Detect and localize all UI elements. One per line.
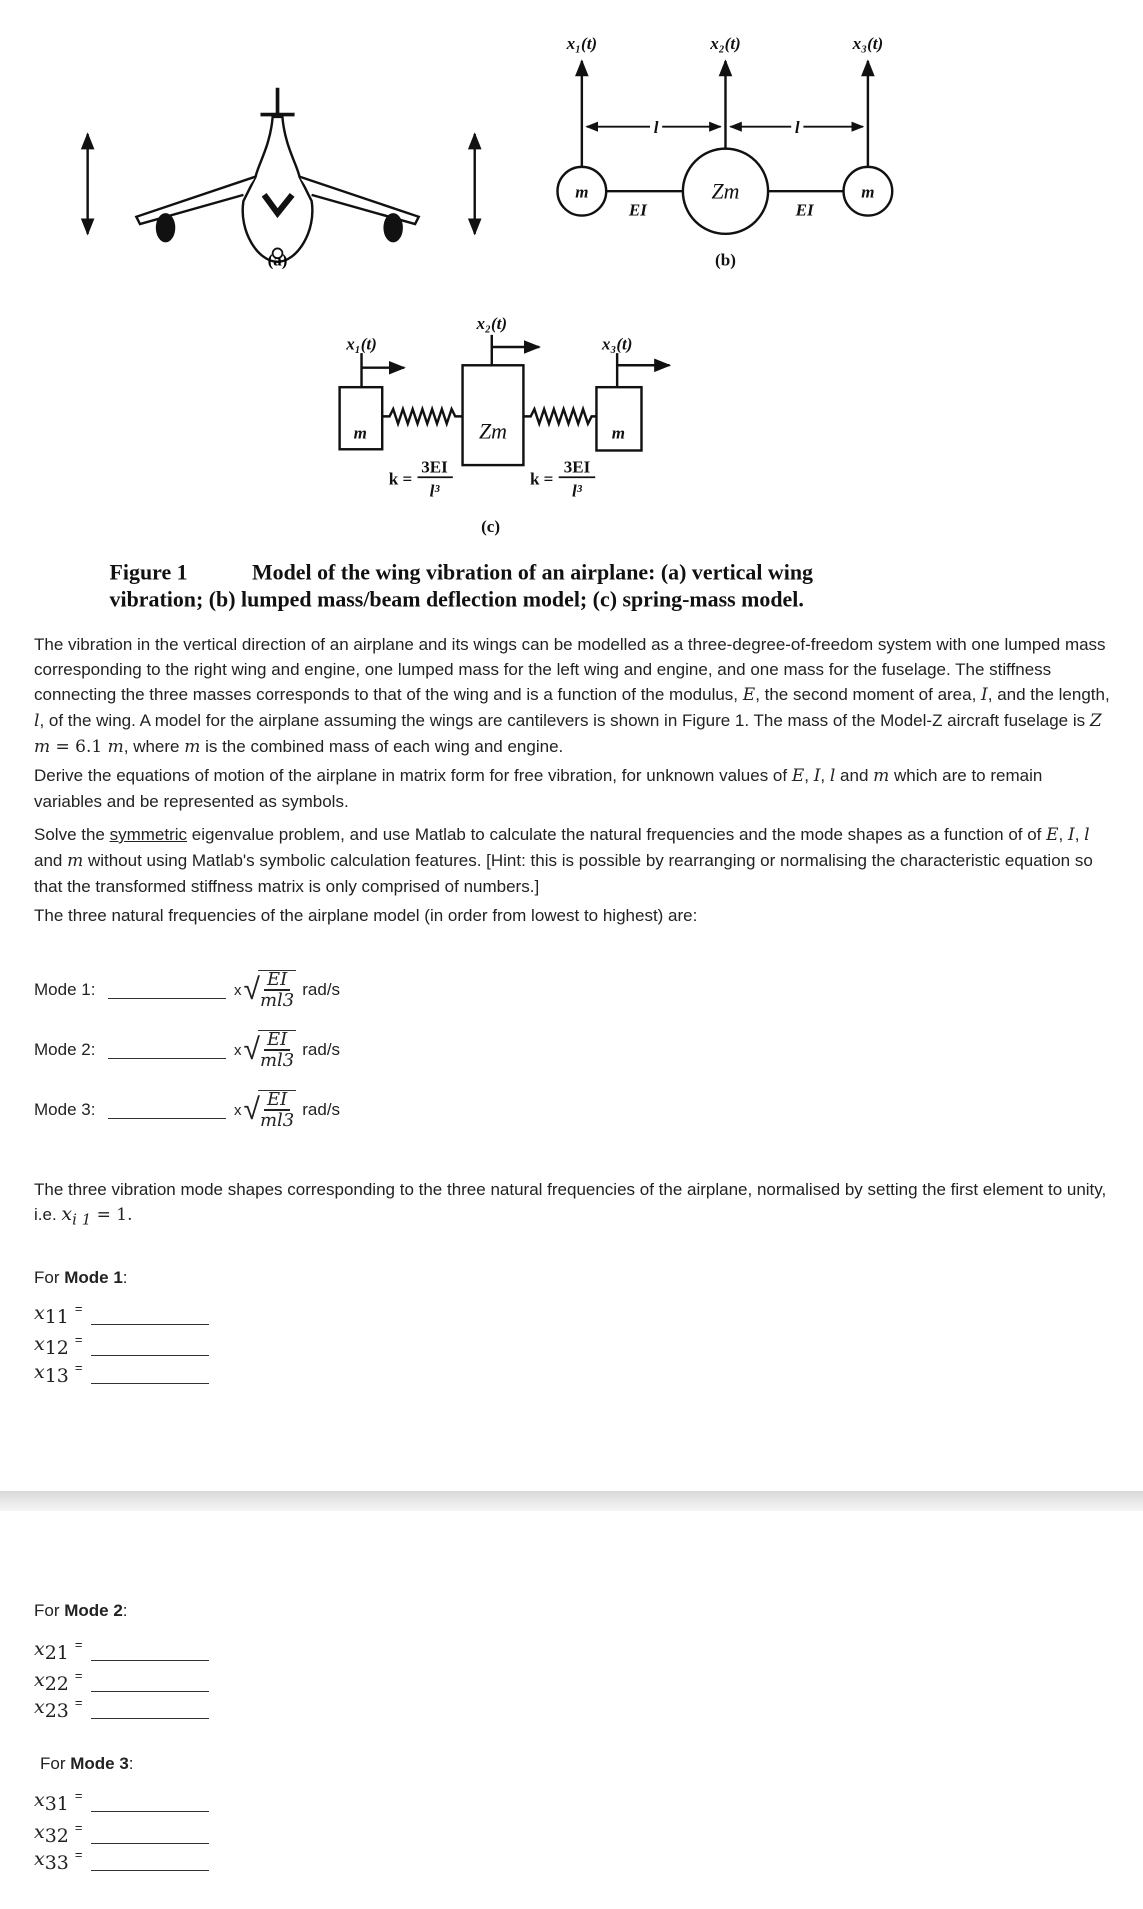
c-k-denominator: l³	[429, 481, 440, 501]
page-divider	[0, 1491, 1143, 1511]
x23-row: x 23 =	[34, 1696, 209, 1719]
c-mass-label: m	[611, 423, 625, 443]
figure-caption-line: vibration; (b) lumped mass/beam deflection model; (c) spring-mass model.	[109, 586, 804, 612]
x11-input[interactable]	[91, 1304, 209, 1325]
b-x3-label: x₃(t)	[852, 33, 884, 53]
x31-row: x 31 =	[34, 1789, 209, 1812]
b-x2-label: x₂(t)	[710, 33, 741, 53]
unit-label: rad/s	[302, 980, 341, 999]
c-k-numerator: 3EI	[563, 457, 591, 477]
c-x3-label: x₃(t)	[601, 334, 633, 354]
figure-c-label: (c)	[481, 517, 501, 537]
x23-input[interactable]	[91, 1698, 209, 1719]
figure-a-label: (a)	[267, 250, 288, 270]
c-k-label: k =	[388, 469, 413, 489]
task-solve-eigenvalue: Solve the symmetric eigenvalue problem, and use Matlab to calculate the natural frequencies and the mode shapes as a function of of E, I, l and m without using Matlab's symbolic calculation features. [Hint: this is possible by rearranging or normalising the characteristic equation so that the transformed stiffness matrix is only comprised of numbers.]	[34, 825, 1093, 896]
c-mass-label: m	[353, 423, 367, 443]
mode-3-heading: For Mode 3:	[40, 1754, 134, 1773]
frequency-row-mode-2	[34, 1025, 340, 1075]
sqrt-ei-over-ml3: √ $\frac{EI}{ml3}$	[243, 968, 295, 1011]
c-k-numerator: 3EI	[421, 457, 448, 477]
x21-input[interactable]	[91, 1640, 209, 1661]
airplane-drawing	[88, 88, 475, 262]
x13-input[interactable]	[91, 1363, 209, 1384]
mode-label: Mode 1:	[34, 980, 96, 999]
x32-input[interactable]	[91, 1823, 209, 1844]
x22-input[interactable]	[91, 1671, 209, 1692]
times-sign: x	[234, 1101, 242, 1119]
times-sign: x	[234, 981, 242, 999]
mode-label: Mode 3:	[34, 1100, 96, 1119]
x13-row: x 13 =	[34, 1361, 209, 1384]
figure-caption-line: Model of the wing vibration of an airplane: (a) vertical wing	[251, 559, 813, 585]
x33-input[interactable]	[91, 1850, 209, 1871]
b-ei-label: EI	[795, 200, 814, 220]
task-derive-equations: Derive the equations of motion of the airplane in matrix form for free vibration, for unknown values of E, I, l and m which are to remain variables and be represented as symbols.	[34, 766, 1043, 811]
mode-1-heading: For Mode 1:	[34, 1268, 128, 1287]
b-fuselage-mass-label: Zm	[711, 178, 740, 204]
c-k-denominator: l³	[572, 481, 582, 501]
b-length-label: l	[653, 117, 659, 137]
mode-3-frequency-input[interactable]	[108, 1102, 226, 1119]
figure-caption-label: Figure 1	[109, 559, 188, 585]
frequencies-intro: The three natural frequencies of the airplane model (in order from lowest to highest) are:	[34, 906, 698, 925]
unit-label: rad/s	[302, 1100, 341, 1119]
figure-b-label: (b)	[715, 250, 736, 270]
c-fuselage-mass-label: Zm	[478, 418, 507, 444]
mode-2-heading: For Mode 2:	[34, 1601, 128, 1620]
sqrt-ei-over-ml3: √ $\frac{EI}{ml3}$	[243, 1088, 295, 1131]
times-sign: x	[234, 1041, 242, 1059]
b-mass-label: m	[861, 182, 875, 202]
x12-input[interactable]	[91, 1335, 209, 1356]
mode-1-frequency-input[interactable]	[108, 982, 226, 999]
beam-model-drawing	[558, 61, 893, 234]
frequency-row-mode-1	[34, 965, 340, 1015]
spring-mass-drawing	[340, 335, 670, 477]
b-ei-label: EI	[628, 200, 647, 220]
unit-label: rad/s	[302, 1040, 341, 1059]
x31-input[interactable]	[91, 1791, 209, 1812]
frequency-row-mode-3	[34, 1085, 340, 1135]
b-x1-label: x₁(t)	[566, 33, 598, 53]
b-mass-label: m	[575, 182, 589, 202]
b-length-label: l	[794, 117, 800, 137]
problem-description: The vibration in the vertical direction of an airplane and its wings can be modelled as a three-degree-of-freedom system with one lumped mass corresponding to the right wing and engine, one lumped mass for the left wing and engine, and one mass for the fuselage. The stiffness connecting the three masses corresponds to that of the wing and is a function of the modulus, E, the second moment of area, I, and the length, l, of the wing. A model for the airplane assuming the wings are cantilevers is shown in Figure 1. The mass of the Model-Z aircraft fuselage is Z m = 6.1 m, where m is the combined mass of each wing and engine.	[34, 635, 1110, 757]
x11-row: x 11 =	[34, 1302, 209, 1325]
c-k-label: k =	[529, 469, 554, 489]
figure-1-airplane-model	[0, 0, 1143, 621]
sqrt-ei-over-ml3: √ $\frac{EI}{ml3}$	[243, 1028, 295, 1071]
x21-row: x 21 =	[34, 1638, 209, 1661]
x22-row: x 22 =	[34, 1669, 209, 1692]
x32-row: x 32 =	[34, 1821, 209, 1844]
c-x1-label: x₁(t)	[346, 334, 377, 354]
mode-label: Mode 2:	[34, 1040, 96, 1059]
x12-row: x 12 =	[34, 1333, 209, 1356]
mode-2-frequency-input[interactable]	[108, 1042, 226, 1059]
symmetric-link[interactable]: symmetric	[109, 825, 188, 844]
mode-shapes-intro: The three vibration mode shapes corresponding to the three natural frequencies of the airplane, normalised by setting the first element to unity, i.e. $x_{i 1} = 1$.	[34, 1180, 1107, 1229]
x33-row: x 33 =	[34, 1848, 209, 1871]
c-x2-label: x₂(t)	[476, 313, 508, 333]
